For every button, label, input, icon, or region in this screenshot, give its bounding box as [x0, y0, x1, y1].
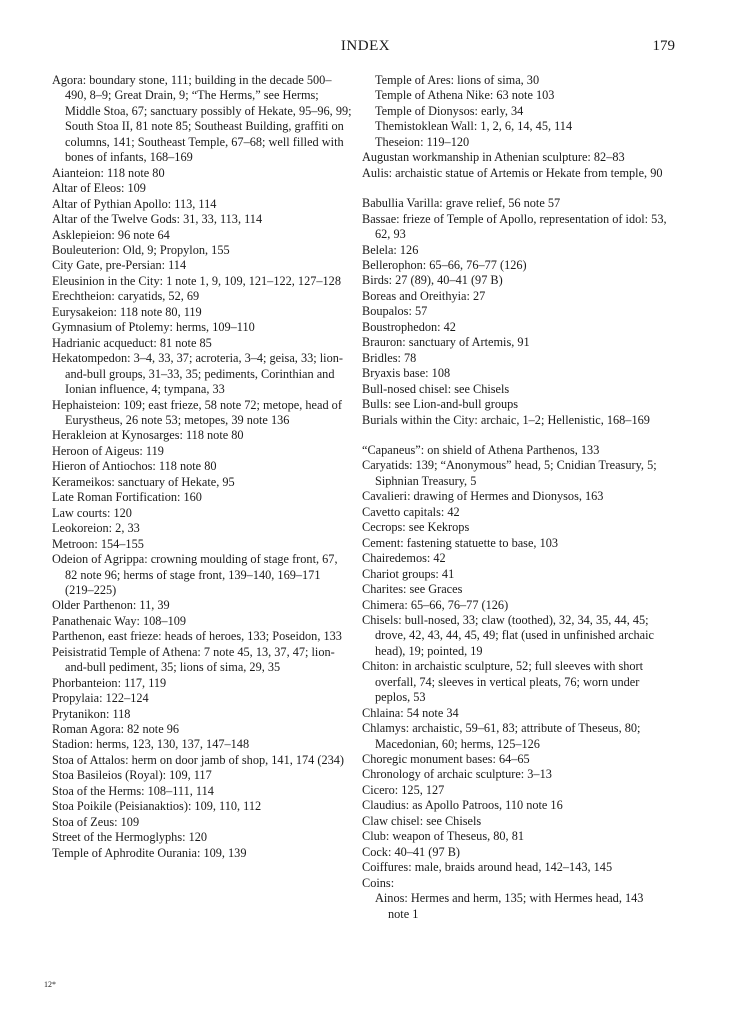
index-entry: Stadion: herms, 123, 130, 137, 147–148	[52, 737, 250, 752]
index-entry: Late Roman Fortification: 160	[52, 490, 202, 505]
index-subentry: Temple of Ares: lions of sima, 30	[375, 73, 540, 87]
index-entry: Prytanikon: 118	[52, 706, 131, 721]
index-entry: Kerameikos: sanctuary of Hekate, 95	[52, 474, 235, 489]
index-entry: Burials within the City: archaic, 1–2; Hellenistic, 168–169	[362, 412, 650, 427]
index-entry: Chronology of archaic sculpture: 3–13	[362, 767, 552, 782]
index-entry: Stoa of Zeus: 109	[52, 814, 140, 829]
index-entry: Metroon: 154–155	[52, 536, 144, 551]
index-entry: Chimera: 65–66, 76–77 (126)	[362, 597, 509, 612]
index-entry: Cement: fastening statuette to base, 103	[362, 535, 559, 550]
index-entry: Charites: see Graces	[362, 582, 463, 597]
index-entry: Hephaisteion: 109; east frieze, 58 note 72; metope, head of Eurystheus, 26 note 53; metopes, 39 note 136	[52, 397, 342, 427]
index-entry: Choregic monument bases: 64–65	[362, 752, 530, 767]
index-entry: Chlaina: 54 note 34	[362, 705, 459, 720]
index-entry: Altar of the Twelve Gods: 31, 33, 113, 114	[52, 212, 263, 227]
index-entry: Hieron of Antiochos: 118 note 80	[52, 459, 217, 474]
index-entry: Bull-nosed chisel: see Chisels	[362, 381, 510, 396]
index-entry: Claudius: as Apollo Patroos, 110 note 16	[362, 798, 563, 813]
index-entry: Cock: 40–41 (97 B)	[362, 844, 461, 859]
index-entry: Phorbanteion: 117, 119	[52, 675, 167, 690]
index-entry: Chlamys: archaistic, 59–61, 83; attribute of Theseus, 80; Macedonian, 60; herms, 125–126	[362, 721, 641, 751]
index-entry: Eurysakeion: 118 note 80, 119	[52, 304, 202, 319]
index-entry: Chisels: bull-nosed, 33; claw (toothed), 32, 34, 35, 44, 45; drove, 42, 43, 44, 45, 49; flat (used in unfinished archaic head), 19; pointed, 19	[362, 612, 655, 658]
index-subentry: Themistoklean Wall: 1, 2, 6, 14, 45, 114	[375, 119, 573, 134]
index-entry: Bryaxis base: 108	[362, 366, 451, 381]
index-entry: Parthenon, east frieze: heads of heroes, 133; Poseidon, 133	[52, 629, 342, 644]
index-entry: Peisistratid Temple of Athena: 7 note 45, 13, 37, 47; lion-and-bull pediment, 35; lions of sima, 29, 35	[52, 644, 335, 675]
index-entry: Stoa of Attalos: herm on door jamb of shop, 141, 174 (234)	[52, 752, 345, 767]
index-entry: Hekatompedon: 3–4, 33, 37; acroteria, 3–4; geisa, 33; lion-and-bull groups, 31–33, 35; pediments, Corinthian and Ionian influence, 4; tympana, 33	[52, 351, 343, 397]
index-entry: Bellerophon: 65–66, 76–77 (126)	[362, 257, 527, 272]
signature-mark: 12*	[44, 980, 56, 989]
index-entry: Hadrianic acqueduct: 81 note 85	[52, 335, 212, 350]
index-entry: Odeion of Agrippa: crowning moulding of stage front, 67, 82 note 96; herms of stage front, 139–140, 169–171 (219–225)	[52, 552, 338, 597]
index-entry: Chiton: in archaistic sculpture, 52; full sleeves with short overfall, 74; sleeves in vertical pleats, 76; worn under peplos, 53	[362, 659, 644, 705]
index-subentry: Ainos: Hermes and herm, 135; with Hermes head, 143 note 1	[375, 891, 644, 921]
page-number: 179	[652, 38, 675, 54]
running-title: INDEX	[340, 38, 391, 54]
index-entry: Street of the Hermoglyphs: 120	[52, 830, 208, 845]
index-entry: Heroon of Aigeus: 119	[52, 443, 164, 458]
index-entry: Chariot groups: 41	[362, 566, 455, 581]
index-entry: Bulls: see Lion-and-bull groups	[362, 397, 519, 412]
index-subentry: Temple of Dionysos: early, 34	[375, 103, 524, 118]
index-entry: Temple of Aphrodite Ourania: 109, 139	[52, 845, 247, 860]
index-entry: Claw chisel: see Chisels	[362, 813, 482, 828]
index-entry: Babullia Varilla: grave relief, 56 note 57	[362, 196, 561, 211]
index-entry: Bassae: frieze of Temple of Apollo, representation of idol: 53, 62, 93	[362, 211, 667, 242]
index-entry: Cicero: 125, 127	[362, 782, 445, 797]
index-column-right	[362, 73, 667, 922]
index-entry: Law courts: 120	[52, 505, 132, 520]
page-header	[0, 38, 731, 58]
index-entry: Leokoreion: 2, 33	[52, 521, 140, 536]
index-entry: Stoa of the Herms: 108–111, 114	[52, 783, 214, 798]
index-entry: Aulis: archaistic statue of Artemis or Hekate from temple, 90	[362, 165, 663, 180]
index-entry: Eleusinion in the City: 1 note 1, 9, 109, 121–122, 127–128	[52, 273, 341, 288]
index-entry: Propylaia: 122–124	[52, 691, 149, 706]
index-entry: Altar of Eleos: 109	[52, 181, 146, 196]
index-entry: City Gate, pre-Persian: 114	[52, 258, 187, 273]
index-subentry: Theseion: 119–120	[375, 134, 470, 149]
index-entry: Asklepieion: 96 note 64	[52, 227, 170, 242]
index-entry: Agora: boundary stone, 111; building in the decade 500–490, 8–9; Great Drain, 9; “The Herms,” see Herms; Middle Stoa, 67; sanctuary possibly of Hekate, 95–96, 99; South Stoa II, 81 note 85; Southeast Building, graffiti on columns, 141; Southeast Temple, 67–68; well filled with bones of infants, 168–169	[52, 73, 352, 165]
index-entry: Stoa Basileios (Royal): 109, 117	[52, 768, 212, 783]
index-column-left	[52, 73, 352, 861]
index-entry: Stoa Poikile (Peisianaktios): 109, 110, 112	[52, 799, 262, 814]
index-entry: Birds: 27 (89), 40–41 (97 B)	[362, 273, 503, 288]
index-entry: Chairedemos: 42	[362, 551, 446, 566]
index-entry: Older Parthenon: 11, 39	[52, 598, 170, 613]
index-entry: Brauron: sanctuary of Artemis, 91	[362, 335, 530, 350]
index-entry: “Capaneus”: on shield of Athena Parthenos, 133	[362, 442, 600, 457]
index-entry: Gymnasium of Ptolemy: herms, 109–110	[52, 320, 255, 335]
index-entry: Herakleion at Kynosarges: 118 note 80	[52, 428, 244, 443]
index-entry: Aianteion: 118 note 80	[52, 165, 165, 180]
index-entry: Erechtheion: caryatids, 52, 69	[52, 289, 200, 304]
index-entry: Panathenaic Way: 108–109	[52, 613, 187, 628]
index-entry: Cavetto capitals: 42	[362, 504, 460, 519]
index-entry: Boupalos: 57	[362, 304, 428, 319]
index-entry: Boustrophedon: 42	[362, 319, 456, 334]
index-entry: Bouleuterion: Old, 9; Propylon, 155	[52, 242, 230, 257]
index-entry: Altar of Pythian Apollo: 113, 114	[52, 196, 217, 211]
index-entry: Bridles: 78	[362, 350, 417, 365]
index-entry: Belela: 126	[362, 242, 419, 257]
index-entry: Coins:	[362, 875, 395, 890]
index-entry: Caryatids: 139; “Anonymous” head, 5; Cnidian Treasury, 5; Siphnian Treasury, 5	[362, 458, 657, 488]
index-entry: Coiffures: male, braids around head, 142–143, 145	[362, 860, 613, 875]
index-entry: Roman Agora: 82 note 96	[52, 722, 180, 737]
index-subentry: Temple of Athena Nike: 63 note 103	[375, 88, 555, 103]
index-entry: Boreas and Oreithyia: 27	[362, 288, 486, 303]
index-entry: Augustan workmanship in Athenian sculpture: 82–83	[362, 150, 625, 165]
index-entry: Cecrops: see Kekrops	[362, 520, 470, 535]
index-entry: Club: weapon of Theseus, 80, 81	[362, 829, 525, 844]
index-entry: Cavalieri: drawing of Hermes and Dionysos, 163	[362, 489, 604, 504]
